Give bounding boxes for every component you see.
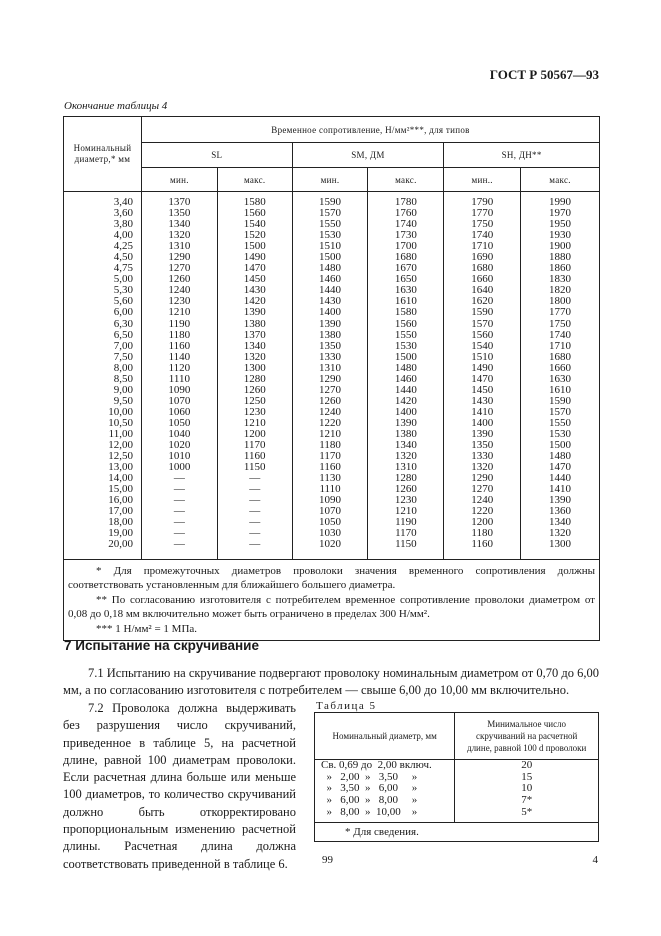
- diameter-cell: 12,00: [64, 440, 142, 451]
- value-cell: 1440: [292, 285, 368, 296]
- value-cell: 1320: [368, 451, 444, 462]
- header-group-sm: SM, ДМ: [292, 143, 444, 168]
- header-strength: Временное сопротивление, Н/мм²***, для типов: [141, 117, 599, 143]
- diameter-cell: 3,40: [64, 197, 142, 208]
- value-cell: 1160: [141, 341, 217, 352]
- value-cell: 1500: [217, 241, 292, 252]
- value-cell: 1490: [217, 252, 292, 263]
- value-cell: 1480: [521, 451, 600, 462]
- value-cell: 1320: [521, 528, 600, 539]
- value-cell: 1110: [141, 374, 217, 385]
- value-cell: 1230: [368, 495, 444, 506]
- twist-count-cell: 5*: [455, 807, 599, 819]
- value-cell: 1250: [217, 396, 292, 407]
- value-cell: 1180: [141, 330, 217, 341]
- value-cell: 1740: [444, 230, 521, 241]
- value-cell: 1540: [217, 219, 292, 230]
- value-cell: 1580: [368, 307, 444, 318]
- value-cell: —: [141, 506, 217, 517]
- value-cell: 1010: [141, 451, 217, 462]
- value-cell: 1280: [217, 374, 292, 385]
- table4-footnotes: [64, 559, 600, 641]
- value-cell: 1200: [217, 429, 292, 440]
- value-cell: 1160: [217, 451, 292, 462]
- header-min-twists: Минимальное число скручиваний на расчетной длине, равной 100 d проволоки: [455, 713, 599, 760]
- diameter-cell: 4,75: [64, 263, 142, 274]
- table4-caption: Окончание таблицы 4: [64, 100, 168, 112]
- value-cell: 1760: [368, 208, 444, 219]
- twist-table: [314, 712, 599, 842]
- value-cell: 1460: [368, 374, 444, 385]
- value-cell: 1260: [217, 385, 292, 396]
- value-cell: 1350: [141, 208, 217, 219]
- value-cell: 1470: [444, 374, 521, 385]
- value-cell: 1530: [368, 341, 444, 352]
- diameter-range-cell: » 2,00 » 3,50 »: [315, 772, 455, 784]
- diameter-range-cell: » 6,00 » 8,00 »: [315, 795, 455, 807]
- header-min: мин.: [141, 168, 217, 192]
- value-cell: 1390: [444, 429, 521, 440]
- value-cell: —: [141, 495, 217, 506]
- value-cell: 1450: [217, 274, 292, 285]
- diameter-cell: 7,00: [64, 341, 142, 352]
- value-cell: 1900: [521, 241, 600, 252]
- value-cell: 1690: [444, 252, 521, 263]
- value-cell: 1500: [521, 440, 600, 451]
- value-cell: 1390: [292, 319, 368, 330]
- value-cell: 1780: [368, 197, 444, 208]
- value-cell: 1310: [141, 241, 217, 252]
- value-cell: 1580: [217, 197, 292, 208]
- value-cell: 1040: [141, 429, 217, 440]
- value-cell: —: [141, 517, 217, 528]
- value-cell: 1510: [292, 241, 368, 252]
- diameter-cell: 8,50: [64, 374, 142, 385]
- value-cell: 1170: [292, 451, 368, 462]
- value-cell: 1180: [292, 440, 368, 451]
- diameter-cell: 5,00: [64, 274, 142, 285]
- value-cell: 1050: [292, 517, 368, 528]
- value-cell: 1670: [368, 263, 444, 274]
- sheet-number: 4: [592, 854, 598, 866]
- value-cell: 1070: [292, 506, 368, 517]
- value-cell: 1060: [141, 407, 217, 418]
- value-cell: 1340: [217, 341, 292, 352]
- value-cell: 1950: [521, 219, 600, 230]
- footnote-1: * Для промежуточных диаметров проволоки значения временного сопротивления должны соответствовать установленным для ближайшего большего диаметра.: [68, 564, 595, 591]
- value-cell: 1220: [444, 506, 521, 517]
- table-row: [315, 807, 599, 819]
- header-max: макс.: [521, 168, 600, 192]
- value-cell: —: [217, 506, 292, 517]
- value-cell: 1650: [368, 274, 444, 285]
- value-cell: 1340: [368, 440, 444, 451]
- diameter-range-cell: » 8,00 » 10,00 »: [315, 807, 455, 819]
- value-cell: 1730: [368, 230, 444, 241]
- value-cell: 1290: [292, 374, 368, 385]
- value-cell: 1480: [368, 363, 444, 374]
- value-cell: 1320: [141, 230, 217, 241]
- value-cell: 1380: [292, 330, 368, 341]
- diameter-cell: 13,00: [64, 462, 142, 473]
- value-cell: 1350: [292, 341, 368, 352]
- header-max: макс.: [217, 168, 292, 192]
- value-cell: 1500: [368, 352, 444, 363]
- diameter-cell: 14,00: [64, 473, 142, 484]
- value-cell: —: [217, 528, 292, 539]
- header-min: мин..: [444, 168, 521, 192]
- diameter-cell: 6,00: [64, 307, 142, 318]
- diameter-cell: 5,60: [64, 296, 142, 307]
- diameter-cell: 5,30: [64, 285, 142, 296]
- value-cell: 1110: [292, 484, 368, 495]
- value-cell: —: [217, 517, 292, 528]
- paragraph-7-2: 7.2 Проволока должна выдерживать без разрушения число скручиваний, приведенное в таблице 5, на расчетной длине, равной 100 диаметрам проволоки. Если расчетная длина больше или меньше 100 диаметров, то количество скручиваний должно быть откорректировано пропорциональным изменению расчетной длины. Расчетная длина должна соответствовать приведенной в таблице 6.: [63, 701, 296, 871]
- value-cell: 1220: [292, 418, 368, 429]
- value-cell: 1120: [141, 363, 217, 374]
- value-cell: 1030: [292, 528, 368, 539]
- value-cell: 1660: [521, 363, 600, 374]
- value-cell: 1210: [141, 307, 217, 318]
- value-cell: 1570: [444, 319, 521, 330]
- diameter-range-cell: Св. 0,69 до 2,00 включ.: [315, 760, 455, 772]
- diameter-cell: 4,50: [64, 252, 142, 263]
- value-cell: 1390: [521, 495, 600, 506]
- value-cell: 1740: [521, 330, 600, 341]
- header-group-sl: SL: [141, 143, 292, 168]
- value-cell: 1300: [217, 363, 292, 374]
- value-cell: 1830: [521, 274, 600, 285]
- document-header: ГОСТ Р 50567—93: [489, 67, 599, 82]
- table5-footnote: * Для сведения.: [315, 822, 599, 841]
- value-cell: 1090: [292, 495, 368, 506]
- header-min: мин.: [292, 168, 368, 192]
- twist-count-cell: 20: [455, 760, 599, 772]
- table-row: [315, 760, 599, 772]
- value-cell: 1180: [444, 528, 521, 539]
- paragraph-7-1: 7.1 Испытанию на скручивание подвергают проволоку номинальным диаметром от 0,70 до 6,00 мм, а по согласованию изготовителя с потребителем — свыше 6,00 до 10,00 мм включительно.: [63, 666, 599, 697]
- value-cell: —: [141, 473, 217, 484]
- footnote-2: ** По согласованию изготовителя с потребителем временное сопротивление проволоки диаметром от 0,08 до 0,18 мм включительно может быть ограничено в пределах 300 Н/мм².: [68, 593, 595, 620]
- value-cell: 1260: [141, 274, 217, 285]
- table-row: [64, 330, 600, 341]
- value-cell: —: [217, 539, 292, 550]
- value-cell: 1860: [521, 263, 600, 274]
- footnote-3: *** 1 Н/мм² = 1 МПа.: [96, 622, 198, 635]
- value-cell: 1140: [141, 352, 217, 363]
- value-cell: 1290: [444, 473, 521, 484]
- value-cell: 1800: [521, 296, 600, 307]
- diameter-cell: 4,00: [64, 230, 142, 241]
- value-cell: 1570: [292, 208, 368, 219]
- value-cell: 1930: [521, 230, 600, 241]
- header-max: макс.: [368, 168, 444, 192]
- value-cell: 1330: [292, 352, 368, 363]
- table-row: [64, 341, 600, 352]
- value-cell: 1550: [368, 330, 444, 341]
- diameter-cell: 6,30: [64, 319, 142, 330]
- value-cell: 1020: [141, 440, 217, 451]
- value-cell: 1770: [444, 208, 521, 219]
- value-cell: 1050: [141, 418, 217, 429]
- value-cell: 1150: [368, 539, 444, 550]
- value-cell: 1770: [521, 307, 600, 318]
- value-cell: 1190: [141, 319, 217, 330]
- header-nominal-diameter: Номинальный диаметр, мм: [315, 713, 455, 760]
- value-cell: 1150: [217, 462, 292, 473]
- diameter-cell: 10,50: [64, 418, 142, 429]
- value-cell: 1640: [444, 285, 521, 296]
- table-row: [64, 319, 600, 330]
- value-cell: 1240: [141, 285, 217, 296]
- value-cell: 1270: [444, 484, 521, 495]
- diameter-cell: 3,80: [64, 219, 142, 230]
- value-cell: 1430: [292, 296, 368, 307]
- value-cell: 1340: [141, 219, 217, 230]
- value-cell: —: [217, 484, 292, 495]
- value-cell: 1530: [521, 429, 600, 440]
- value-cell: 1560: [444, 330, 521, 341]
- value-cell: 1550: [521, 418, 600, 429]
- header-group-sh: SH, ДН**: [444, 143, 600, 168]
- value-cell: 1230: [217, 407, 292, 418]
- value-cell: 1400: [368, 407, 444, 418]
- value-cell: 1460: [292, 274, 368, 285]
- diameter-cell: 3,60: [64, 208, 142, 219]
- value-cell: 1520: [217, 230, 292, 241]
- value-cell: 1560: [217, 208, 292, 219]
- diameter-cell: 10,00: [64, 407, 142, 418]
- diameter-cell: 11,00: [64, 429, 142, 440]
- value-cell: 1370: [217, 330, 292, 341]
- value-cell: 1660: [444, 274, 521, 285]
- value-cell: 1590: [444, 307, 521, 318]
- table-row: [64, 539, 600, 550]
- value-cell: 1130: [292, 473, 368, 484]
- table-row: [64, 307, 600, 318]
- value-cell: 1070: [141, 396, 217, 407]
- value-cell: 1160: [444, 539, 521, 550]
- diameter-cell: 6,50: [64, 330, 142, 341]
- value-cell: 1440: [368, 385, 444, 396]
- value-cell: 1750: [444, 219, 521, 230]
- value-cell: 1270: [292, 385, 368, 396]
- value-cell: 1430: [217, 285, 292, 296]
- diameter-cell: 18,00: [64, 517, 142, 528]
- value-cell: 1620: [444, 296, 521, 307]
- value-cell: 1170: [217, 440, 292, 451]
- value-cell: 1400: [444, 418, 521, 429]
- value-cell: 1790: [444, 197, 521, 208]
- twist-count-cell: 10: [455, 783, 599, 795]
- value-cell: 1210: [292, 429, 368, 440]
- value-cell: 1500: [292, 252, 368, 263]
- value-cell: 1610: [368, 296, 444, 307]
- value-cell: 1450: [444, 385, 521, 396]
- value-cell: 1200: [444, 517, 521, 528]
- value-cell: 1470: [217, 263, 292, 274]
- value-cell: 1170: [368, 528, 444, 539]
- value-cell: 1330: [444, 451, 521, 462]
- value-cell: 1190: [368, 517, 444, 528]
- value-cell: 1260: [368, 484, 444, 495]
- value-cell: 1570: [521, 407, 600, 418]
- value-cell: 1000: [141, 462, 217, 473]
- value-cell: 1380: [217, 319, 292, 330]
- diameter-cell: 19,00: [64, 528, 142, 539]
- value-cell: 1610: [521, 385, 600, 396]
- value-cell: 1340: [521, 517, 600, 528]
- twist-count-cell: 15: [455, 772, 599, 784]
- value-cell: —: [217, 495, 292, 506]
- diameter-cell: 9,50: [64, 396, 142, 407]
- value-cell: 1210: [368, 506, 444, 517]
- value-cell: 1430: [444, 396, 521, 407]
- value-cell: 1630: [521, 374, 600, 385]
- value-cell: 1260: [292, 396, 368, 407]
- value-cell: 1210: [217, 418, 292, 429]
- value-cell: 1410: [521, 484, 600, 495]
- value-cell: 1510: [444, 352, 521, 363]
- value-cell: 1750: [521, 319, 600, 330]
- value-cell: 1270: [141, 263, 217, 274]
- value-cell: 1880: [521, 252, 600, 263]
- value-cell: 1710: [444, 241, 521, 252]
- diameter-cell: 15,00: [64, 484, 142, 495]
- value-cell: 1440: [521, 473, 600, 484]
- diameter-range-cell: » 3,50 » 6,00 »: [315, 783, 455, 795]
- value-cell: 1090: [141, 385, 217, 396]
- strength-table: [63, 116, 600, 641]
- value-cell: —: [141, 484, 217, 495]
- value-cell: 1400: [292, 307, 368, 318]
- value-cell: 1310: [292, 363, 368, 374]
- value-cell: —: [141, 539, 217, 550]
- value-cell: 1410: [444, 407, 521, 418]
- value-cell: 1020: [292, 539, 368, 550]
- value-cell: 1540: [444, 341, 521, 352]
- value-cell: 1590: [521, 396, 600, 407]
- value-cell: 1360: [521, 506, 600, 517]
- value-cell: 1680: [368, 252, 444, 263]
- value-cell: 1560: [368, 319, 444, 330]
- value-cell: 1550: [292, 219, 368, 230]
- value-cell: —: [141, 528, 217, 539]
- value-cell: 1530: [292, 230, 368, 241]
- section-title: 7 Испытание на скручивание: [64, 638, 259, 653]
- table5-caption: Таблица 5: [316, 700, 377, 712]
- value-cell: 1240: [292, 407, 368, 418]
- value-cell: 1290: [141, 252, 217, 263]
- value-cell: 1350: [444, 440, 521, 451]
- twist-count-cell: 7*: [455, 795, 599, 807]
- diameter-cell: 9,00: [64, 385, 142, 396]
- value-cell: 1990: [521, 197, 600, 208]
- value-cell: 1310: [368, 462, 444, 473]
- value-cell: 1160: [292, 462, 368, 473]
- value-cell: 1300: [521, 539, 600, 550]
- value-cell: 1320: [217, 352, 292, 363]
- value-cell: 1490: [444, 363, 521, 374]
- value-cell: 1710: [521, 341, 600, 352]
- value-cell: 1470: [521, 462, 600, 473]
- value-cell: 1240: [444, 495, 521, 506]
- diameter-cell: 17,00: [64, 506, 142, 517]
- value-cell: —: [217, 473, 292, 484]
- value-cell: 1420: [368, 396, 444, 407]
- value-cell: 1970: [521, 208, 600, 219]
- value-cell: 1740: [368, 219, 444, 230]
- value-cell: 1590: [292, 197, 368, 208]
- diameter-cell: 20,00: [64, 539, 142, 550]
- value-cell: 1390: [217, 307, 292, 318]
- value-cell: 1320: [444, 462, 521, 473]
- header-diameter: Номинальный диаметр,* мм: [64, 117, 142, 192]
- value-cell: 1380: [368, 429, 444, 440]
- value-cell: 1280: [368, 473, 444, 484]
- value-cell: 1480: [292, 263, 368, 274]
- value-cell: 1630: [368, 285, 444, 296]
- diameter-cell: 4,25: [64, 241, 142, 252]
- page-number: 99: [322, 854, 333, 866]
- value-cell: 1230: [141, 296, 217, 307]
- value-cell: 1680: [521, 352, 600, 363]
- value-cell: 1700: [368, 241, 444, 252]
- value-cell: 1820: [521, 285, 600, 296]
- value-cell: 1390: [368, 418, 444, 429]
- diameter-cell: 16,00: [64, 495, 142, 506]
- diameter-cell: 8,00: [64, 363, 142, 374]
- diameter-cell: 7,50: [64, 352, 142, 363]
- diameter-cell: 12,50: [64, 451, 142, 462]
- value-cell: 1370: [141, 197, 217, 208]
- value-cell: 1420: [217, 296, 292, 307]
- value-cell: 1680: [444, 263, 521, 274]
